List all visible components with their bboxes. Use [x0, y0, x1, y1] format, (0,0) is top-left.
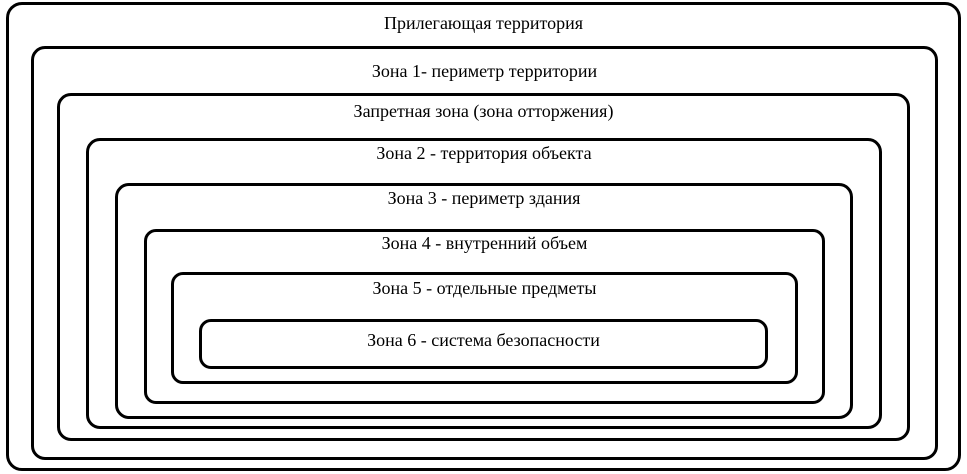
zone-5-label: Зона 5 - отдельные предметы: [372, 278, 597, 298]
zone-2-label: Зона 2 - территория объекта: [376, 143, 592, 163]
zone-4-label: Зона 4 - внутренний объем: [381, 233, 588, 253]
zone-restricted-label: Запретная зона (зона отторжения): [353, 101, 614, 121]
zone-1-label: Зона 1- периметр территории: [371, 61, 598, 81]
zone-6-label: Зона 6 - система безопасности: [367, 330, 600, 350]
zone-adjacent-territory-label: Прилегающая территория: [383, 13, 584, 33]
zone-3-label: Зона 3 - периметр здания: [387, 188, 581, 208]
zone-6-security-system: [199, 319, 768, 369]
